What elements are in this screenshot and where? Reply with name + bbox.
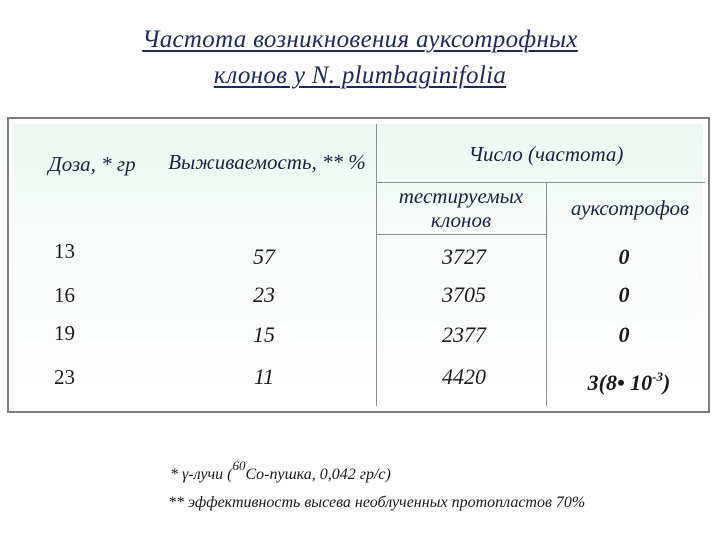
- footnote-plating-efficiency: ** эффективность высева необлученных протопластов 70%: [168, 494, 586, 511]
- divider-survival-number: [376, 124, 377, 406]
- dose-cell: 19: [54, 321, 75, 345]
- dose-cell: 23: [54, 365, 75, 389]
- divider-tested-aux: [546, 182, 547, 406]
- tested-cell: 4420: [442, 364, 486, 389]
- aux-exponent: -3: [652, 369, 664, 384]
- header-dose: Доза, * гр: [48, 152, 136, 176]
- footnote-radiation: [170, 458, 391, 484]
- survival-cell: 23: [253, 282, 275, 307]
- slide-title: [0, 22, 720, 94]
- aux-cell: 0: [618, 244, 630, 269]
- survival-cell: 57: [253, 244, 275, 269]
- header-tested-clones: тестируемых клонов: [398, 184, 524, 232]
- header-survival: Выживаемость, ** %: [168, 150, 366, 174]
- table-body: [14, 124, 703, 406]
- aux-value: 3(8• 10: [587, 370, 653, 395]
- tested-cell: 2377: [442, 322, 486, 347]
- survival-cell: 11: [253, 364, 275, 389]
- title-line-2: клонов у N. plumbaginifolia: [213, 62, 507, 89]
- footnote-radiation-post: Co-пушка, 0,042 гр/с): [245, 466, 391, 483]
- aux-close: ): [663, 370, 671, 395]
- aux-cell: [554, 364, 704, 396]
- aux-cell: 0: [618, 322, 630, 347]
- header-number-frequency: Число (частота): [468, 142, 624, 166]
- header-auxotrophs: ауксотрофов: [570, 196, 690, 220]
- survival-cell: 15: [253, 322, 275, 347]
- footnote-radiation-pre: * γ-лучи (: [170, 466, 233, 483]
- dose-cell: 16: [54, 283, 75, 307]
- divider-tested-clones: [376, 234, 546, 235]
- divider-number-subheader: [376, 182, 705, 183]
- aux-cell: 0: [618, 282, 630, 307]
- dose-cell: 13: [54, 239, 75, 263]
- title-line-1: Частота возникновения ауксотрофных: [142, 26, 578, 53]
- tested-cell: 3705: [442, 282, 486, 307]
- results-table: [7, 117, 710, 413]
- tested-cell: 3727: [442, 244, 486, 269]
- footnote-radiation-isotope: 60: [232, 458, 246, 473]
